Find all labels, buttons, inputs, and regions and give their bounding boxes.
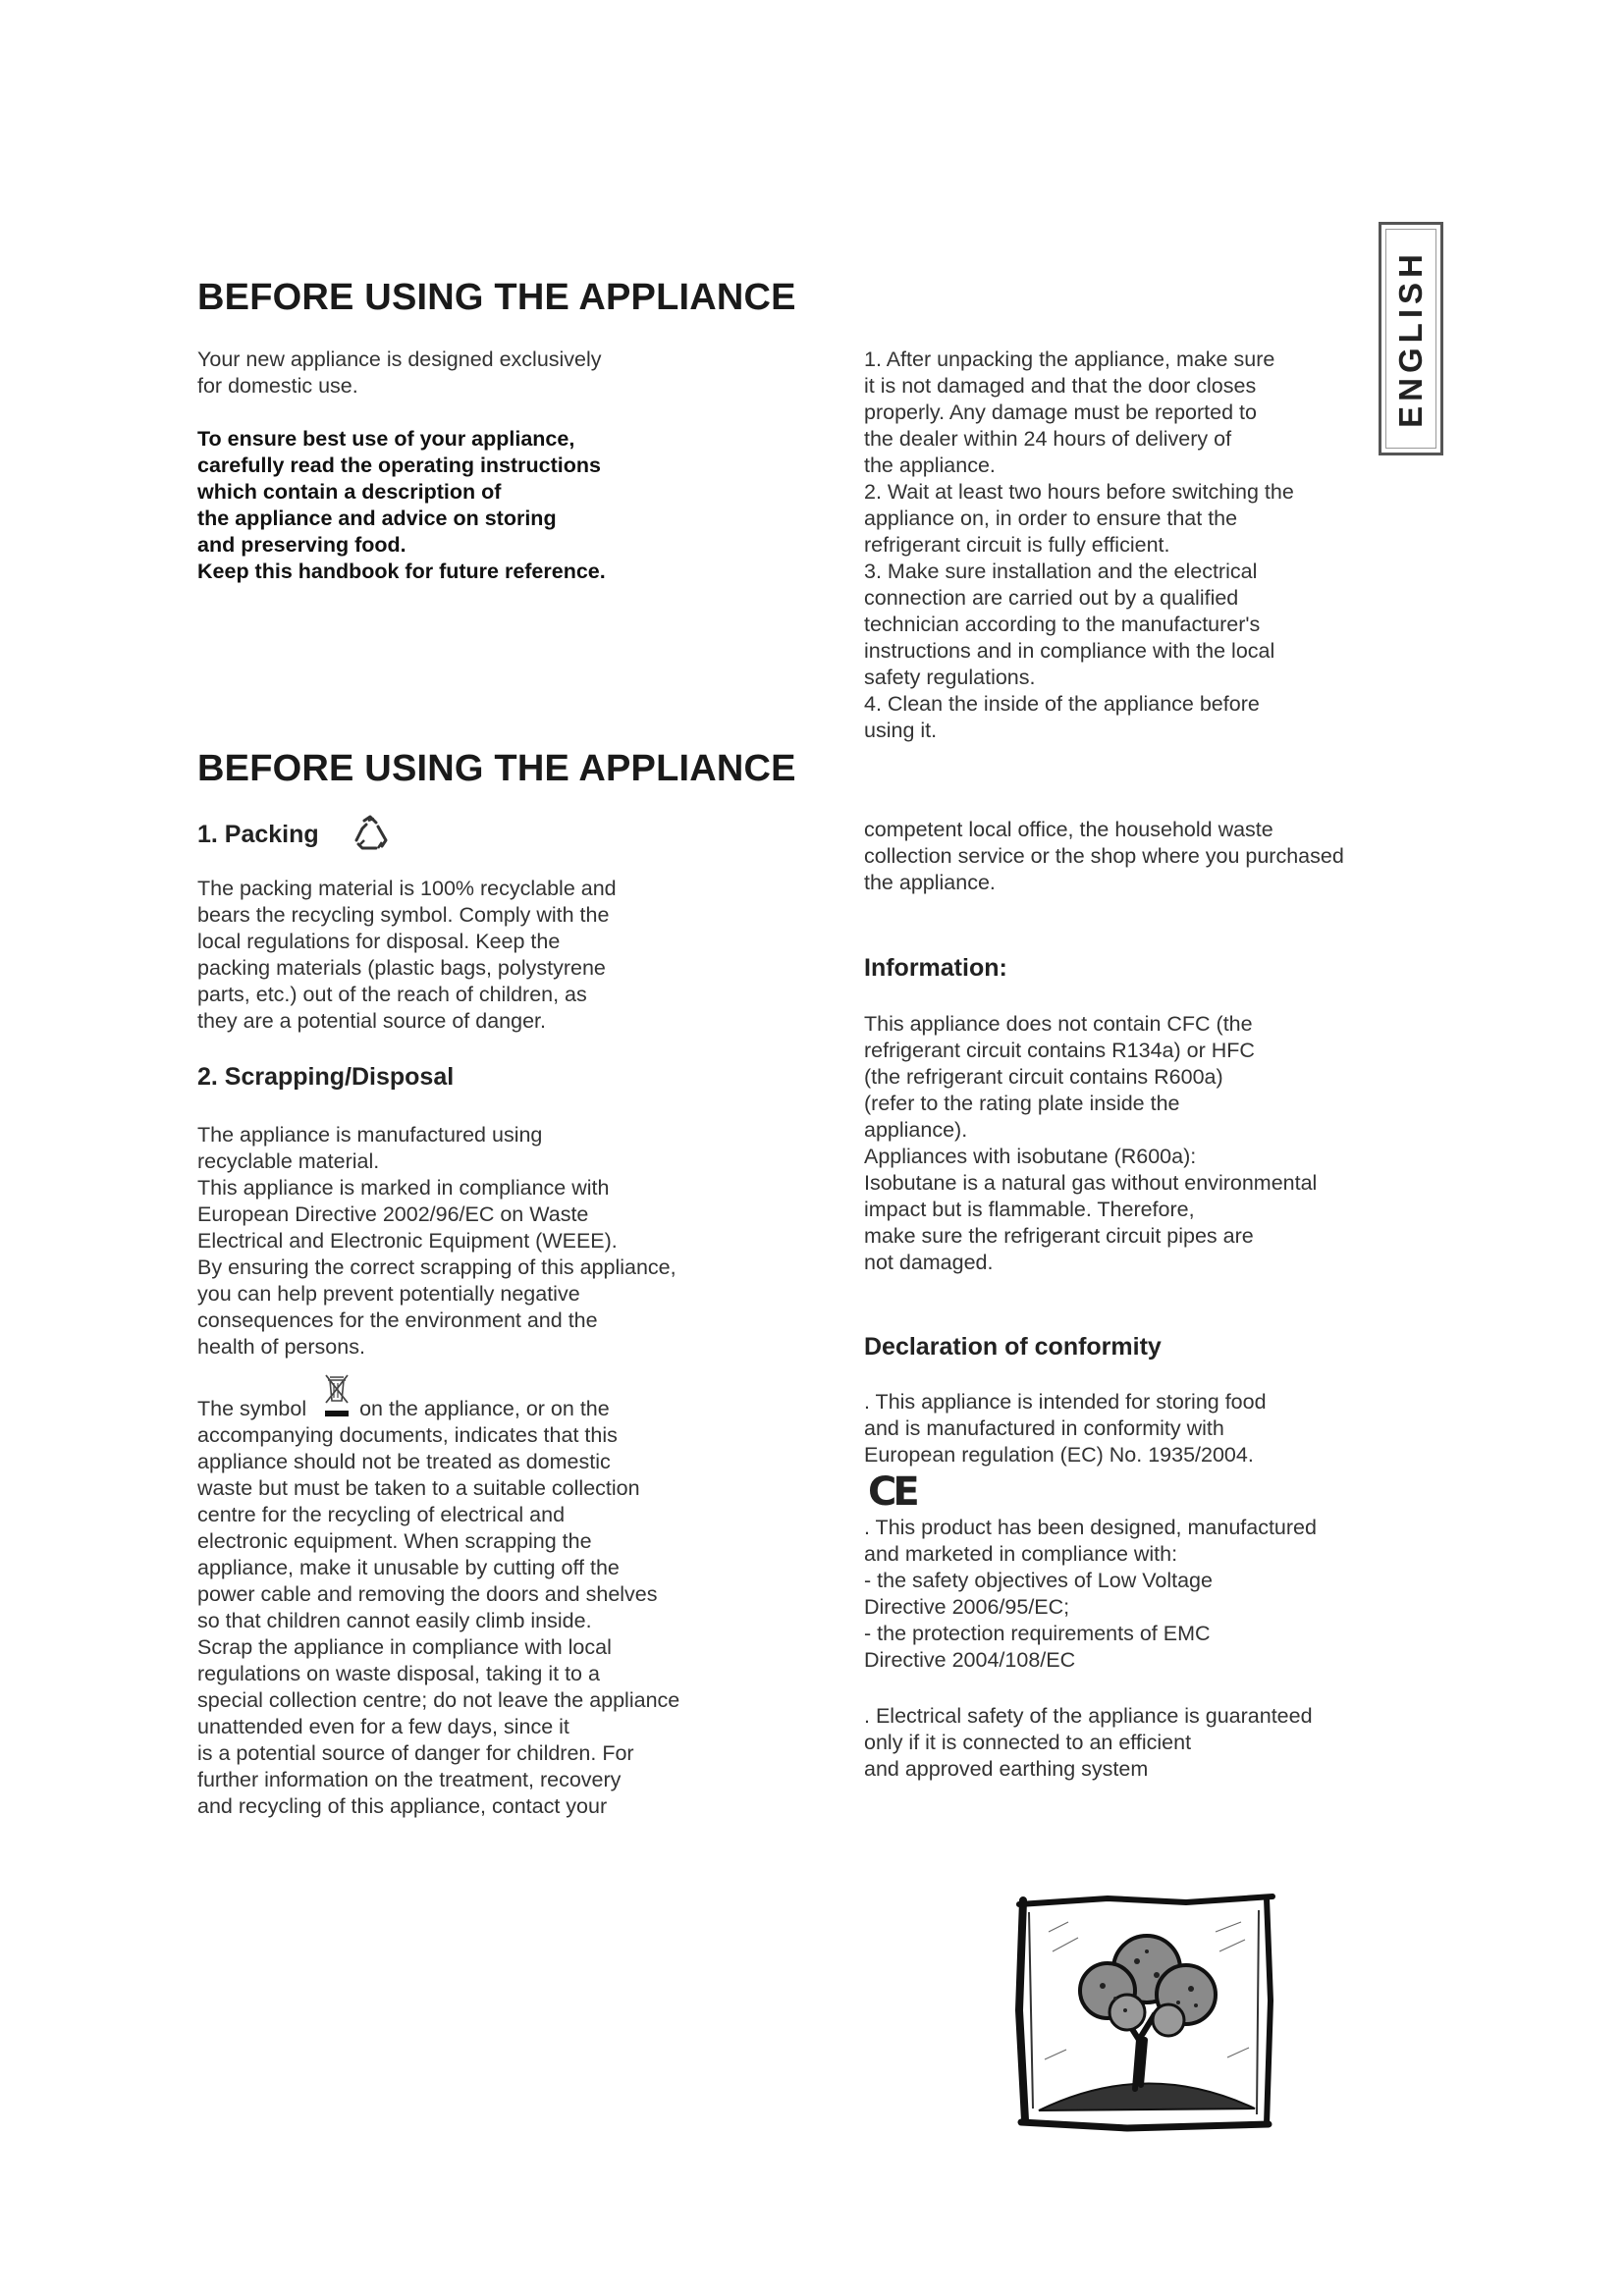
step-line: using it. bbox=[864, 719, 938, 742]
packing-line: parts, etc.) out of the reach of children, as bbox=[197, 983, 587, 1006]
disposal-line: the appliance. bbox=[864, 871, 996, 894]
packing-line: bears the recycling symbol. Comply with the bbox=[197, 903, 610, 927]
disposal-line: waste but must be taken to a suitable collection bbox=[197, 1476, 640, 1500]
disposal-line: This appliance is marked in compliance with bbox=[197, 1176, 610, 1200]
conformity-para3 bbox=[864, 1703, 1414, 1783]
information-title: Information: bbox=[864, 954, 1007, 982]
disposal-line: special collection centre; do not leave the appliance bbox=[197, 1688, 680, 1712]
conformity-line: - the safety objectives of Low Voltage bbox=[864, 1569, 1213, 1592]
section1-intro bbox=[197, 347, 747, 585]
bold-note-line: and preserving food. bbox=[197, 533, 406, 557]
conformity-title: Declaration of conformity bbox=[864, 1333, 1162, 1361]
disposal-line: and recycling of this appliance, contact your bbox=[197, 1794, 608, 1818]
step-line: appliance on, in order to ensure that the bbox=[864, 507, 1238, 530]
packing-title: 1. Packing bbox=[197, 820, 319, 848]
packing-line: packing materials (plastic bags, polystyrene bbox=[197, 956, 606, 980]
step-line: safety regulations. bbox=[864, 666, 1036, 689]
section1-steps bbox=[864, 347, 1394, 744]
conformity-para2 bbox=[864, 1515, 1414, 1674]
disposal-line: collection service or the shop where you purchased bbox=[864, 844, 1344, 868]
recycle-icon bbox=[349, 815, 392, 854]
disposal-line: consequences for the environment and the bbox=[197, 1308, 598, 1332]
conformity-line: Directive 2004/108/EC bbox=[864, 1648, 1076, 1672]
bold-note-line: carefully read the operating instructions bbox=[197, 454, 601, 477]
ce-mark: CE bbox=[868, 1469, 916, 1515]
information-line: make sure the refrigerant circuit pipes are bbox=[864, 1224, 1254, 1248]
disposal-line: is a potential source of danger for children. For bbox=[197, 1741, 634, 1765]
information-line: refrigerant circuit contains R134a) or HFC bbox=[864, 1039, 1255, 1062]
packing-title-row bbox=[197, 815, 392, 854]
bold-note-line: To ensure best use of your appliance, bbox=[197, 427, 575, 451]
step-line: properly. Any damage must be reported to bbox=[864, 400, 1257, 424]
section1-heading: BEFORE USING THE APPLIANCE bbox=[197, 277, 796, 318]
information-line: impact but is flammable. Therefore, bbox=[864, 1198, 1195, 1221]
information-text bbox=[864, 1011, 1414, 1276]
conformity-line: and is manufactured in conformity with bbox=[864, 1416, 1224, 1440]
disposal-line: European Directive 2002/96/EC on Waste bbox=[197, 1202, 589, 1226]
step-line: the dealer within 24 hours of delivery of bbox=[864, 427, 1232, 451]
disposal-line: further information on the treatment, recovery bbox=[197, 1768, 622, 1791]
intro-line: Your new appliance is designed exclusively bbox=[197, 347, 602, 371]
conformity-line: . This appliance is intended for storing food bbox=[864, 1390, 1267, 1414]
conformity-para1 bbox=[864, 1389, 1414, 1468]
disposal-line: recyclable material. bbox=[197, 1149, 380, 1173]
disposal-continued bbox=[864, 817, 1414, 896]
disposal-line: so that children cannot easily climb inside. bbox=[197, 1609, 592, 1632]
disposal-line: Scrap the appliance in compliance with local bbox=[197, 1635, 612, 1659]
conformity-line: . This product has been designed, manufactured bbox=[864, 1516, 1317, 1539]
step-line: the appliance. bbox=[864, 454, 996, 477]
disposal-line: By ensuring the correct scrapping of this appliance, bbox=[197, 1255, 677, 1279]
disposal-line: electronic equipment. When scrapping the bbox=[197, 1529, 592, 1553]
packing-line: The packing material is 100% recyclable and bbox=[197, 877, 617, 900]
disposal-line: you can help prevent potentially negative bbox=[197, 1282, 580, 1306]
step-line: instructions and in compliance with the local bbox=[864, 639, 1275, 663]
weee-line-end: on the appliance, or on the bbox=[359, 1397, 610, 1420]
weee-symbol-line bbox=[197, 1396, 806, 1422]
disposal-line: centre for the recycling of electrical and bbox=[197, 1503, 566, 1526]
bold-note-line: Keep this handbook for future reference. bbox=[197, 560, 606, 583]
conformity-line: and marketed in compliance with: bbox=[864, 1542, 1178, 1566]
bold-note-line: which contain a description of bbox=[197, 480, 502, 504]
disposal-line: accompanying documents, indicates that this bbox=[197, 1423, 618, 1447]
conformity-line: Directive 2006/95/EC; bbox=[864, 1595, 1070, 1619]
disposal-line: regulations on waste disposal, taking it to a bbox=[197, 1662, 600, 1685]
information-line: appliance). bbox=[864, 1118, 968, 1142]
information-line: This appliance does not contain CFC (the bbox=[864, 1012, 1253, 1036]
conformity-line: only if it is connected to an efficient bbox=[864, 1731, 1192, 1754]
information-line: (the refrigerant circuit contains R600a) bbox=[864, 1065, 1223, 1089]
disposal-line: The appliance is manufactured using bbox=[197, 1123, 543, 1147]
bold-note-line: the appliance and advice on storing bbox=[197, 507, 557, 530]
packing-line: they are a potential source of danger. bbox=[197, 1009, 546, 1033]
disposal-line: health of persons. bbox=[197, 1335, 365, 1359]
disposal-line: competent local office, the household waste bbox=[864, 818, 1273, 841]
conformity-line: - the protection requirements of EMC bbox=[864, 1622, 1211, 1645]
disposal-title: 2. Scrapping/Disposal bbox=[197, 1063, 455, 1091]
information-line: Appliances with isobutane (R600a): bbox=[864, 1145, 1197, 1168]
language-tab-label: ENGLISH bbox=[1392, 249, 1429, 428]
information-line: (refer to the rating plate inside the bbox=[864, 1092, 1180, 1115]
tree-illustration bbox=[1009, 1893, 1284, 2138]
step-line: 3. Make sure installation and the electrical bbox=[864, 560, 1258, 583]
disposal-line: unattended even for a few days, since it bbox=[197, 1715, 569, 1738]
disposal-line: Electrical and Electronic Equipment (WEEE). bbox=[197, 1229, 618, 1253]
step-line: it is not damaged and that the door closes bbox=[864, 374, 1257, 398]
packing-text bbox=[197, 876, 767, 1035]
step-line: 1. After unpacking the appliance, make sure bbox=[864, 347, 1275, 371]
step-line: 4. Clean the inside of the appliance before bbox=[864, 692, 1260, 716]
information-line: not damaged. bbox=[864, 1251, 994, 1274]
step-line: connection are carried out by a qualified bbox=[864, 586, 1239, 610]
conformity-line: . Electrical safety of the appliance is guaranteed bbox=[864, 1704, 1313, 1728]
disposal-text-2 bbox=[197, 1422, 806, 1820]
conformity-line: European regulation (EC) No. 1935/2004. bbox=[864, 1443, 1254, 1467]
weee-line-start: The symbol bbox=[197, 1397, 307, 1420]
disposal-line: power cable and removing the doors and shelves bbox=[197, 1582, 658, 1606]
disposal-line: appliance, make it unusable by cutting off the bbox=[197, 1556, 620, 1579]
conformity-line: and approved earthing system bbox=[864, 1757, 1149, 1781]
step-line: technician according to the manufacturer's bbox=[864, 613, 1261, 636]
weee-bin-icon bbox=[322, 1371, 352, 1422]
section2-heading: BEFORE USING THE APPLIANCE bbox=[197, 748, 796, 789]
step-line: 2. Wait at least two hours before switching the bbox=[864, 480, 1294, 504]
step-line: refrigerant circuit is fully efficient. bbox=[864, 533, 1170, 557]
disposal-text bbox=[197, 1122, 786, 1361]
disposal-line: appliance should not be treated as domestic bbox=[197, 1450, 611, 1473]
information-line: Isobutane is a natural gas without environmental bbox=[864, 1171, 1318, 1195]
intro-line: for domestic use. bbox=[197, 374, 358, 398]
packing-line: local regulations for disposal. Keep the bbox=[197, 930, 561, 953]
